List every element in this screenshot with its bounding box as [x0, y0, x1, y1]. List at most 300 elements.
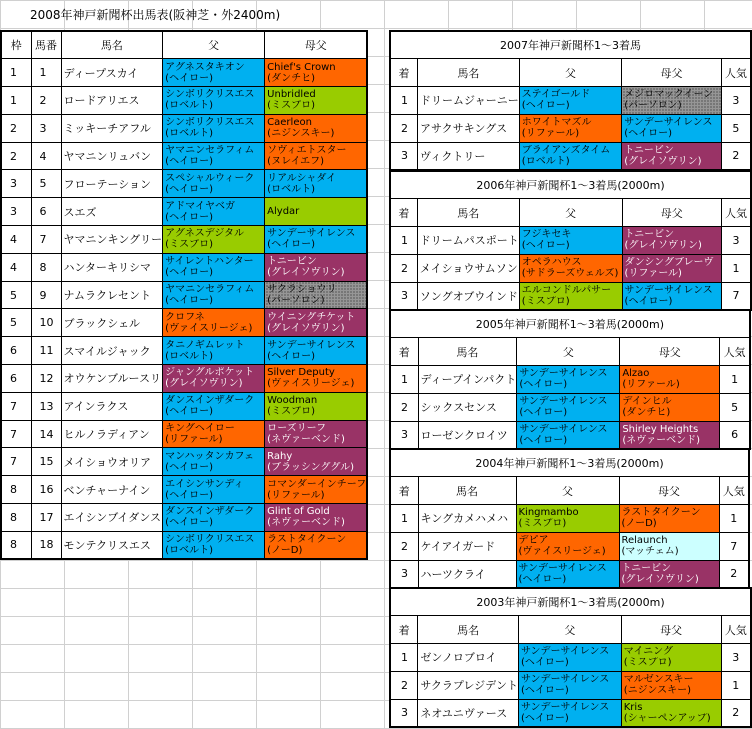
popularity-cell: 1	[721, 671, 751, 699]
sire-cell	[517, 366, 620, 394]
broodmare-sire-cell-line: (ダンチヒ)	[622, 407, 671, 419]
header-umaban: 馬番	[31, 31, 61, 59]
sire-cell-name: サンデーサイレンス	[520, 646, 610, 658]
broodmare-sire-cell	[265, 198, 368, 226]
popularity-cell: 3	[721, 644, 751, 672]
sire-cell-line: (ヘイロー)	[519, 379, 568, 391]
table-row	[1, 198, 367, 226]
sire-cell-line: (ヘイロー)	[165, 211, 213, 223]
sire-cell	[163, 531, 265, 559]
sire-cell-line: (ヴァイスリージェ)	[518, 546, 606, 558]
horse-name-cell: オウケンブルースリ	[61, 365, 163, 393]
sire-cell	[163, 170, 265, 198]
broodmare-sire-cell-line: (シャーペンアップ)	[623, 712, 711, 724]
past-results-table	[389, 170, 752, 311]
broodmare-sire-cell-line: (マッチェム)	[621, 546, 679, 558]
sire-cell	[163, 198, 265, 226]
umaban-cell: 16	[31, 476, 61, 504]
popularity-cell: 1	[719, 505, 749, 533]
waku-cell: 5	[1, 281, 31, 309]
table-row	[390, 282, 751, 310]
table-row	[1, 531, 367, 559]
popularity-cell: 2	[721, 699, 751, 727]
umaban-cell: 18	[31, 531, 61, 559]
broodmare-sire-cell	[265, 476, 368, 504]
umaban-cell: 13	[31, 392, 61, 420]
horse-name-cell: ゼンノロブロイ	[418, 644, 519, 672]
broodmare-sire-cell-name: リアルシャダイ	[267, 172, 337, 184]
sire-cell	[163, 253, 265, 281]
umaban-cell: 14	[31, 420, 61, 448]
broodmare-sire-cell-name: Silver Deputy	[267, 367, 335, 379]
finish-cell: 3	[390, 142, 418, 170]
sire-cell-line: (リファール)	[521, 128, 580, 140]
sire-cell-name: ブライアンズタイム	[521, 144, 611, 156]
broodmare-sire-cell-line: (グレイソヴリン)	[267, 322, 345, 334]
table-row	[1, 170, 367, 198]
sire-cell-name: Kingmambo	[518, 507, 579, 519]
broodmare-sire-cell	[265, 365, 368, 393]
sire-cell-name: シンボリクリスエス	[165, 89, 255, 101]
section-title-row	[390, 588, 751, 616]
table-row	[1, 253, 367, 281]
sire-cell-line: (ヘイロー)	[165, 156, 213, 168]
header-horse-name: 馬名	[418, 477, 516, 505]
broodmare-sire-cell-line: (ヘイロー)	[624, 295, 673, 307]
horse-name-cell: ソングオブウインド	[417, 282, 519, 310]
table-row	[1, 142, 367, 170]
sire-cell	[163, 504, 265, 532]
past-results-table	[389, 30, 752, 171]
popularity-cell: 2	[719, 560, 749, 588]
sire-cell-line: (リファール)	[165, 434, 223, 446]
umaban-cell: 12	[31, 365, 61, 393]
horse-name-cell: ローゼンクロイツ	[418, 421, 517, 449]
sire-cell-line: (ヘイロー)	[521, 240, 570, 252]
broodmare-sire-cell-line: (ヴァイスリージェ)	[267, 378, 355, 390]
horse-name-cell: ロードアリエス	[61, 87, 163, 115]
sire-cell	[519, 87, 621, 115]
past-results-table	[389, 448, 750, 589]
header-broodmare-sire: 母父	[620, 338, 720, 366]
horse-name-cell: ネオユニヴァース	[418, 699, 519, 727]
finish-cell: 2	[390, 532, 418, 560]
sire-cell-name: オペラハウス	[521, 257, 582, 269]
sire-cell-name: サンデーサイレンス	[519, 368, 608, 380]
popularity-cell: 6	[720, 421, 750, 449]
past-results-table	[389, 309, 751, 450]
broodmare-sire-cell-line: (リファール)	[624, 268, 682, 280]
sire-cell	[163, 59, 265, 87]
sire-cell-line: (ヘイロー)	[520, 712, 569, 724]
table-row	[1, 476, 367, 504]
broodmare-sire-cell	[265, 309, 368, 337]
broodmare-sire-cell	[265, 253, 368, 281]
broodmare-sire-cell	[620, 366, 720, 394]
header-horse-name: 馬名	[61, 31, 163, 59]
broodmare-sire-cell-line: (グレイソヴリン)	[267, 267, 345, 279]
sire-cell	[163, 448, 265, 476]
waku-cell: 8	[1, 531, 31, 559]
sire-cell	[519, 114, 621, 142]
section-title: 2005年神戸新聞杯1～3着馬(2000m)	[390, 310, 750, 338]
past-header-row	[390, 338, 750, 366]
finish-cell: 1	[390, 87, 418, 115]
broodmare-sire-cell	[622, 282, 721, 310]
umaban-cell: 9	[31, 281, 61, 309]
broodmare-sire-cell-name: ラストタイクーン	[267, 533, 347, 545]
broodmare-sire-cell	[265, 448, 368, 476]
header-popularity: 人気	[721, 616, 751, 644]
finish-cell: 3	[390, 421, 418, 449]
umaban-cell: 3	[31, 114, 61, 142]
broodmare-sire-cell	[265, 59, 368, 87]
broodmare-sire-cell-line: (ミスプロ)	[267, 100, 315, 112]
broodmare-sire-cell-line: (グレイソヴリン)	[621, 573, 699, 585]
table-row	[390, 366, 750, 394]
table-row	[1, 114, 367, 142]
broodmare-sire-cell-line: (ネヴァーベンド)	[622, 434, 701, 446]
umaban-cell: 2	[31, 87, 61, 115]
section-title: 2006年神戸新聞杯1～3着馬(2000m)	[390, 171, 751, 199]
broodmare-sire-cell-name: ソヴィエトスター	[267, 145, 347, 157]
sire-cell-line: (サドラーズウェルズ)	[521, 268, 619, 280]
broodmare-sire-cell-line: (ヘイロー)	[624, 128, 673, 140]
sire-cell-line: (ヘイロー)	[165, 489, 213, 501]
horse-name-cell: ヒルノラディアン	[61, 420, 163, 448]
table-row	[390, 699, 751, 727]
broodmare-sire-cell	[265, 337, 368, 365]
waku-cell: 3	[1, 198, 31, 226]
sire-cell-name: フジキセキ	[521, 229, 572, 241]
table-row	[390, 421, 750, 449]
sire-cell-line: (ヴァイスリージェ)	[165, 322, 253, 334]
sire-cell-line: (グレイソヴリン)	[165, 378, 243, 390]
table-row	[390, 393, 750, 421]
waku-cell: 2	[1, 114, 31, 142]
broodmare-sire-cell-line: (ネヴァーベンド)	[267, 434, 345, 446]
sire-cell-name: ヤマニンセラフィム	[165, 145, 255, 157]
past-header-row	[390, 616, 751, 644]
sire-cell-name: サイレントハンター	[165, 256, 254, 268]
broodmare-sire-cell	[619, 532, 719, 560]
sire-cell-line: (ヘイロー)	[165, 517, 213, 529]
broodmare-sire-cell	[265, 226, 368, 254]
horse-name-cell: メイショウオリア	[61, 448, 163, 476]
broodmare-sire-cell-name: Unbridled	[267, 89, 316, 101]
horse-name-cell: ディープスカイ	[61, 59, 163, 87]
horse-name-cell: ヤマニンリュバン	[61, 142, 163, 170]
horse-name-cell: アインラクス	[61, 392, 163, 420]
sire-cell	[519, 282, 622, 310]
header-finish: 着	[390, 477, 418, 505]
table-row	[1, 365, 367, 393]
main-header-row	[1, 31, 367, 59]
waku-cell: 4	[1, 226, 31, 254]
header-broodmare-sire: 母父	[622, 59, 722, 87]
sire-cell	[516, 505, 619, 533]
broodmare-sire-cell-name: Glint of Gold	[267, 506, 330, 518]
broodmare-sire-cell-line: (パーソロン)	[267, 295, 325, 307]
sire-cell-line: (ヘイロー)	[519, 434, 568, 446]
broodmare-sire-cell-name: サンデーサイレンス	[624, 117, 713, 129]
waku-cell: 8	[1, 504, 31, 532]
horse-name-cell: サクラプレジデント	[418, 671, 519, 699]
sire-cell	[518, 671, 621, 699]
horse-name-cell: ハーツクライ	[418, 560, 516, 588]
header-finish: 着	[390, 59, 418, 87]
sire-cell	[519, 254, 622, 282]
header-broodmare-sire: 母父	[265, 31, 368, 59]
header-popularity: 人気	[721, 59, 751, 87]
table-row	[1, 59, 367, 87]
popularity-cell: 7	[721, 282, 751, 310]
sire-cell-line: (ヘイロー)	[520, 685, 569, 697]
sire-cell-name: ダンスインザダーク	[165, 395, 255, 407]
section-title: 2004年神戸新聞杯1～3着馬(2000m)	[390, 449, 749, 477]
sire-cell	[163, 87, 265, 115]
umaban-cell: 1	[31, 59, 61, 87]
broodmare-sire-cell	[265, 142, 368, 170]
waku-cell: 7	[1, 448, 31, 476]
horse-name-cell: ブラックシェル	[61, 309, 163, 337]
table-row	[390, 227, 751, 255]
table-row	[390, 532, 749, 560]
horse-name-cell: ディープインパクト	[418, 366, 517, 394]
header-popularity: 人気	[719, 477, 749, 505]
sire-cell	[163, 337, 265, 365]
sire-cell-line: (ミスプロ)	[521, 295, 570, 307]
broodmare-sire-cell-name: トニービン	[624, 144, 674, 156]
broodmare-sire-cell-name: Relaunch	[621, 535, 668, 547]
broodmare-sire-cell-name: Woodman	[267, 395, 318, 407]
header-broodmare-sire: 母父	[619, 477, 719, 505]
broodmare-sire-cell-line: (ニジンスキー)	[623, 685, 692, 697]
sire-cell	[518, 699, 621, 727]
header-horse-name: 馬名	[418, 616, 519, 644]
main-entry-table	[0, 30, 368, 560]
umaban-cell: 15	[31, 448, 61, 476]
table-row	[390, 671, 751, 699]
broodmare-sire-cell	[622, 254, 721, 282]
table-row	[1, 281, 367, 309]
broodmare-sire-cell	[620, 393, 720, 421]
broodmare-sire-cell-name: サンデーサイレンス	[267, 339, 356, 351]
sire-cell	[517, 421, 620, 449]
finish-cell: 2	[390, 671, 418, 699]
sire-cell-line: (ロベルト)	[521, 155, 570, 167]
popularity-cell: 3	[721, 227, 751, 255]
sire-cell-name: ジャングルポケット	[165, 367, 254, 379]
popularity-cell: 1	[720, 366, 750, 394]
horse-name-cell: スエズ	[61, 198, 163, 226]
header-sire: 父	[517, 338, 620, 366]
horse-name-cell: フローテーション	[61, 170, 163, 198]
sire-cell-line: (ヘイロー)	[521, 100, 570, 112]
sire-cell-name: アグネスタキオン	[165, 61, 245, 73]
broodmare-sire-cell-line: (ネヴァーベンド)	[267, 517, 345, 529]
broodmare-sire-cell	[620, 421, 720, 449]
table-row	[1, 226, 367, 254]
past-results-table	[389, 587, 752, 728]
table-row	[1, 504, 367, 532]
sire-cell-line: (ヘイロー)	[165, 406, 213, 418]
waku-cell: 2	[1, 142, 31, 170]
sire-cell-name: サンデーサイレンス	[520, 701, 610, 713]
broodmare-sire-cell-name: Rahy	[267, 450, 293, 462]
horse-name-cell: ヴィクトリー	[418, 142, 520, 170]
table-row	[1, 392, 367, 420]
finish-cell: 3	[390, 560, 418, 588]
waku-cell: 8	[1, 476, 31, 504]
horse-name-cell: ケイアイガード	[418, 532, 516, 560]
popularity-cell: 5	[720, 393, 750, 421]
broodmare-sire-cell-line: (ノーD)	[267, 544, 303, 556]
broodmare-sire-cell	[622, 142, 722, 170]
sire-cell-name: ダンスインザダーク	[165, 506, 255, 518]
broodmare-sire-cell-name: ダンシングブレーヴ	[624, 257, 714, 269]
table-row	[1, 87, 367, 115]
table-row	[1, 337, 367, 365]
umaban-cell: 4	[31, 142, 61, 170]
broodmare-sire-cell	[619, 560, 719, 588]
header-finish: 着	[390, 199, 417, 227]
broodmare-sire-cell-name: マルゼンスキー	[623, 674, 694, 686]
sire-cell-name: サンデーサイレンス	[518, 562, 607, 574]
broodmare-sire-cell-name: トニービン	[267, 256, 317, 268]
sire-cell-line: (ロベルト)	[165, 544, 213, 556]
sire-cell-line: (ヘイロー)	[519, 407, 568, 419]
broodmare-sire-cell-name: Alydar	[267, 206, 300, 218]
sire-cell-line: (ヘイロー)	[518, 573, 567, 585]
broodmare-sire-cell-line: (ミスプロ)	[623, 657, 672, 669]
umaban-cell: 8	[31, 253, 61, 281]
broodmare-sire-cell-line: (ニジンスキー)	[267, 128, 335, 140]
sire-cell	[163, 476, 265, 504]
sire-cell-name: クロフネ	[165, 311, 205, 323]
umaban-cell: 6	[31, 198, 61, 226]
horse-name-cell: ヤマニンキングリー	[61, 226, 163, 254]
sire-cell-name: サンデーサイレンス	[519, 423, 608, 435]
horse-name-cell: ハンターキリシマ	[61, 253, 163, 281]
sire-cell-name: アグネスデジタル	[165, 228, 244, 240]
table-row	[390, 505, 749, 533]
sire-cell-name: マンハッタンカフェ	[165, 450, 254, 462]
horse-name-cell: アサクサキングス	[418, 114, 520, 142]
sire-cell-name: エルコンドルパサー	[521, 284, 612, 296]
table-row	[1, 309, 367, 337]
broodmare-sire-cell	[265, 87, 368, 115]
header-sire: 父	[516, 477, 619, 505]
broodmare-sire-cell-name: メジロマックイーン	[624, 89, 714, 101]
header-broodmare-sire: 母父	[622, 199, 721, 227]
broodmare-sire-cell-name: トニービン	[624, 229, 675, 241]
broodmare-sire-cell-name: Chief's Crown	[267, 61, 336, 73]
header-waku: 枠	[1, 31, 31, 59]
umaban-cell: 11	[31, 337, 61, 365]
table-row	[390, 560, 749, 588]
broodmare-sire-cell-name: デインヒル	[622, 396, 672, 408]
horse-name-cell: キングカメハメハ	[418, 505, 516, 533]
broodmare-sire-cell	[265, 114, 368, 142]
umaban-cell: 7	[31, 226, 61, 254]
header-popularity: 人気	[720, 338, 750, 366]
header-sire: 父	[519, 199, 622, 227]
sire-cell-name: シンボリクリスエス	[165, 533, 255, 545]
finish-cell: 3	[390, 282, 417, 310]
sire-cell-name: スペシャルウィーク	[165, 172, 255, 184]
table-row	[390, 142, 751, 170]
table-row	[390, 114, 751, 142]
broodmare-sire-cell	[621, 699, 721, 727]
header-sire: 父	[519, 59, 621, 87]
sire-cell	[163, 309, 265, 337]
broodmare-sire-cell	[619, 505, 719, 533]
popularity-cell: 5	[721, 114, 751, 142]
section-title: 2003年神戸新聞杯1～3着馬(2000m)	[390, 588, 751, 616]
sire-cell-line: (ミスプロ)	[518, 518, 567, 530]
umaban-cell: 17	[31, 504, 61, 532]
table-row	[1, 420, 367, 448]
sire-cell	[163, 281, 265, 309]
broodmare-sire-cell	[622, 87, 722, 115]
horse-name-cell: エイシンブイダンス	[61, 504, 163, 532]
past-header-row	[390, 477, 749, 505]
broodmare-sire-cell	[265, 420, 368, 448]
sire-cell	[519, 142, 621, 170]
broodmare-sire-cell-line: (グレイソヴリン)	[624, 240, 702, 252]
broodmare-sire-cell	[622, 114, 722, 142]
sire-cell	[163, 114, 265, 142]
waku-cell: 3	[1, 170, 31, 198]
broodmare-sire-cell-line: (ヘイロー)	[267, 350, 315, 362]
table-row	[390, 87, 751, 115]
broodmare-sire-cell-name: ウイニングチケット	[267, 311, 356, 323]
header-broodmare-sire: 母父	[621, 616, 721, 644]
broodmare-sire-cell-name: ラストタイクーン	[621, 507, 701, 519]
sire-cell	[516, 560, 619, 588]
broodmare-sire-cell	[265, 504, 368, 532]
waku-cell: 1	[1, 59, 31, 87]
sire-cell-line: (ロベルト)	[165, 350, 213, 362]
sire-cell	[163, 420, 265, 448]
broodmare-sire-cell-line: (パーソロン)	[624, 100, 682, 112]
popularity-cell: 7	[719, 532, 749, 560]
broodmare-sire-cell-line: (ヌレイエフ)	[267, 156, 325, 168]
header-horse-name: 馬名	[417, 199, 519, 227]
section-title-row	[390, 310, 750, 338]
waku-cell: 7	[1, 420, 31, 448]
past-header-row	[390, 199, 751, 227]
sire-cell-line: (ロベルト)	[165, 100, 213, 112]
broodmare-sire-cell-name: Alzao	[622, 368, 650, 380]
header-sire: 父	[518, 616, 621, 644]
horse-name-cell: モンテクリスエス	[61, 531, 163, 559]
finish-cell: 1	[390, 505, 418, 533]
finish-cell: 2	[390, 114, 418, 142]
section-title-row	[390, 449, 749, 477]
header-horse-name: 馬名	[418, 59, 520, 87]
finish-cell: 1	[390, 366, 418, 394]
past-header-row	[390, 59, 751, 87]
broodmare-sire-cell-name: コマンダーインチーフ	[267, 478, 367, 490]
broodmare-sire-cell-name: サンデーサイレンス	[267, 228, 356, 240]
sire-cell-name: シンボリクリスエス	[165, 117, 255, 129]
umaban-cell: 5	[31, 170, 61, 198]
sire-cell-line: (ヘイロー)	[165, 461, 213, 473]
horse-name-cell: スマイルジャック	[61, 337, 163, 365]
waku-cell: 1	[1, 87, 31, 115]
